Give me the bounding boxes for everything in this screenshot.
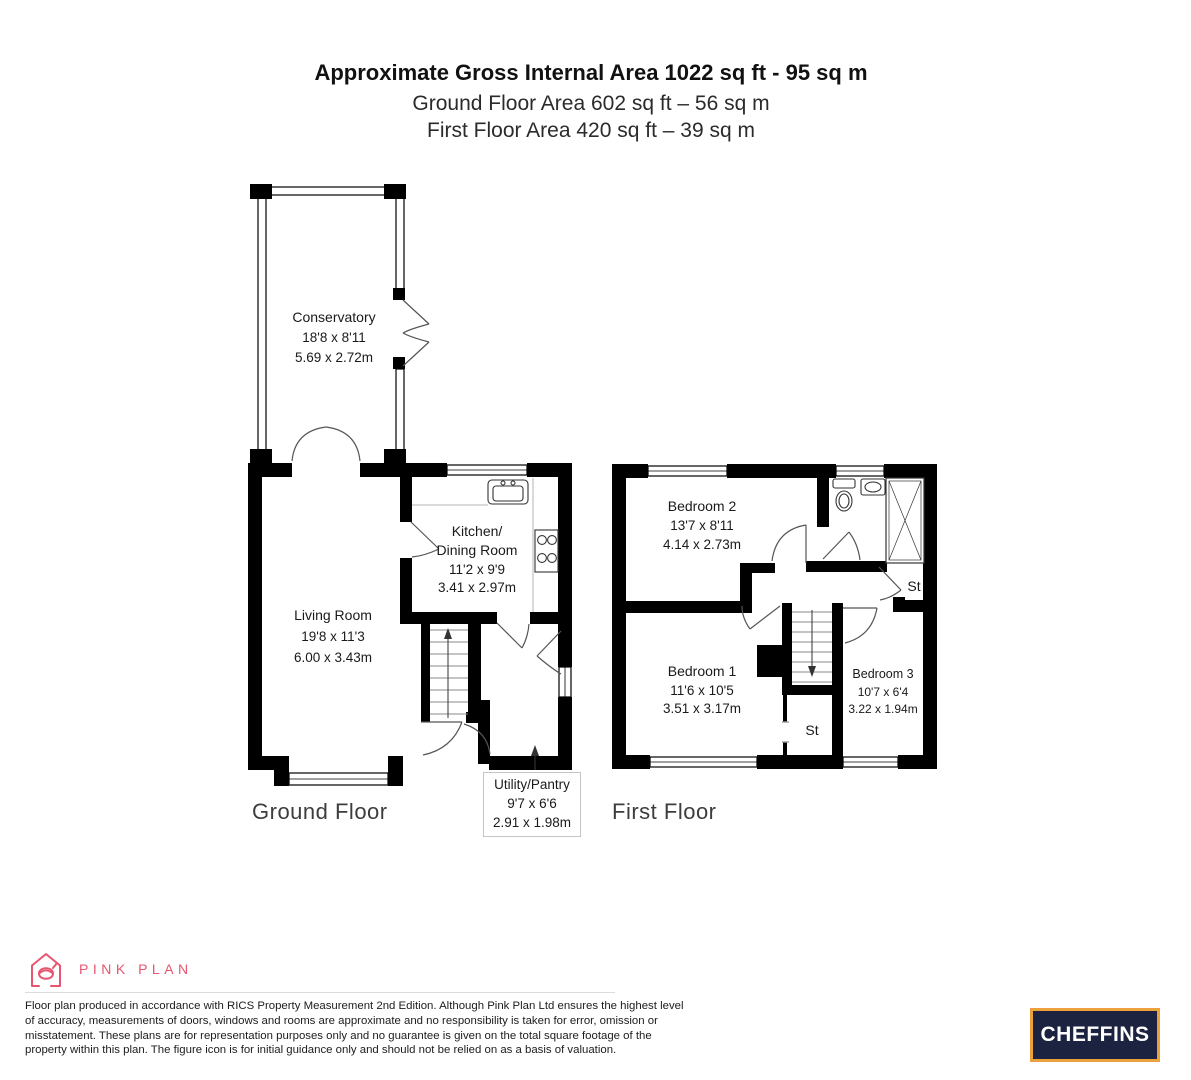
utility-label: Utility/Pantry: [494, 777, 570, 792]
bedroom1-imperial: 11'6 x 10'5: [670, 683, 734, 698]
basin: [861, 479, 885, 495]
cheffins-logo: [1030, 1008, 1160, 1062]
living-room-metric: 6.00 x 3.43m: [293, 650, 373, 665]
bedroom1-metric: 3.51 x 3.17m: [662, 701, 742, 716]
utility-metric: 2.91 x 1.98m: [492, 814, 572, 830]
pink-plan-house-icon: [27, 949, 65, 989]
first-floor-doors: [742, 525, 901, 643]
first-floor-area-subtitle: First Floor Area 420 sq ft – 39 sq m: [427, 119, 755, 143]
bathroom-door: [823, 532, 849, 559]
first-floor-plan: [612, 464, 937, 769]
bedroom2-label: Bedroom 2: [667, 498, 737, 514]
shower: [886, 478, 924, 563]
ground-floor-caption: Ground Floor: [252, 799, 388, 824]
pink-plan-brand: [27, 948, 193, 990]
bedroom1-door: [750, 606, 780, 629]
bedroom3-imperial: 10'7 x 6'4: [857, 685, 909, 699]
kitchen-sink: [488, 480, 528, 504]
ground-floor-area-subtitle: Ground Floor Area 602 sq ft – 56 sq m: [412, 91, 770, 115]
kitchen-imperial: 11'2 x 9'9: [449, 562, 505, 577]
first-floor-caption: First Floor: [612, 799, 717, 824]
bedroom2-metric: 4.14 x 2.73m: [662, 537, 742, 552]
utility-door: [537, 631, 561, 656]
utility-imperial: 9'7 x 6'6: [507, 795, 557, 811]
kitchen-label-line2: Dining Room: [436, 542, 518, 558]
ground-floor-walls: [248, 463, 572, 786]
kitchen-door: [411, 522, 439, 549]
ground-floor-plan: [248, 184, 572, 786]
living-room-imperial: 19'8 x 11'3: [301, 629, 365, 644]
kitchen-metric: 3.41 x 2.97m: [437, 580, 517, 595]
conservatory-french-doors: [403, 300, 429, 366]
toilet: [833, 479, 855, 511]
bedroom1-label: Bedroom 1: [667, 663, 737, 679]
conservatory-label: Conservatory: [292, 309, 376, 325]
kitchen-label-line1: Kitchen/: [451, 523, 503, 539]
disclaimer-text: Floor plan produced in accordance with RICS Property Measurement 2nd Edition. Although Pink Plan Ltd ensures the highest level of accuracy, measurements of doors, windows and rooms are approximate and no responsibility is taken for error, omission or misstatement. These plans are for representation purposes only and no guarantee is given on the total square footage of the property within this plan. The figure icon is for initial guidance only and should not be relied on as a basis of valuation.: [25, 1000, 684, 1057]
bedroom3-metric: 3.22 x 1.94m: [848, 702, 918, 716]
conservatory-metric: 5.69 x 2.72m: [294, 350, 374, 365]
footer-divider: [25, 992, 615, 993]
living-room-label: Living Room: [294, 607, 372, 623]
pink-plan-wordmark: PINK PLAN: [79, 961, 193, 977]
gross-internal-area-title: Approximate Gross Internal Area 1022 sq ft - 95 sq m: [314, 60, 868, 85]
utility-pantry-callout: [483, 772, 581, 837]
kitchen-lobby-door: [497, 623, 522, 648]
conservatory-imperial: 18'8 x 8'11: [302, 330, 366, 345]
staircase-down: [792, 610, 832, 682]
storage-lower-jambs: [782, 722, 789, 742]
storage-upper-label: St: [907, 578, 921, 594]
bedroom2-imperial: 13'7 x 8'11: [670, 518, 734, 533]
conservatory-double-door: [292, 427, 326, 461]
cheffins-wordmark: CHEFFINS: [1040, 1023, 1150, 1046]
storage-lower-label: St: [805, 722, 819, 738]
bedroom3-label: Bedroom 3: [852, 667, 914, 681]
storage-upper-door: [879, 567, 901, 590]
staircase-up: [430, 628, 468, 718]
kitchen-hob: [535, 530, 558, 572]
